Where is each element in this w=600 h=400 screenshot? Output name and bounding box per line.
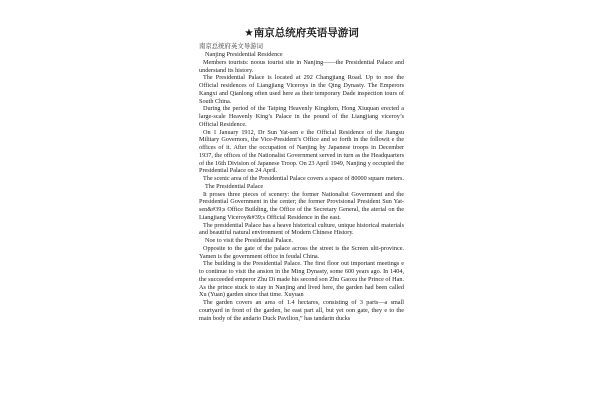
paragraph: The presidential Palace has a heave historical culture, unique historical materials and beautiful natural environment of Modern Chinese History. [199,221,404,237]
section-heading: Nanjing Presidential Residence [205,51,283,58]
paragraph: The building is the Presidential Palace. The first floor out important meetings e to continue to visit the ansion in the Ming Dynasty, some 600 years ago. In 1404, the succeeded emperor Zhu Di made his second son Zhu Gaoxu the Prince of Han. As the prince stuck to stay in Nanjing and lived here, the garden had been called Xu (Yuan) garden since that time. Xuyuan [199,260,404,299]
paragraph: On 1 January 1912, Dr Sun Yat-sen e the Official Residence of the Jiangsu Military Governors, the Vice-President’s Office and so forth in the followit e the offices of it. After the occupation of Nanjing by Japanese troops in December 1937, the offices of the Nationalist Government served in turn as the Headquarters of the 16th Division of Japanese Troop. On 23 April 1949, Nanjing y occupied the Presidential Palace on 24 April. [199,128,404,175]
paragraph: It proses three pieces of scenery: the former Nationalist Government and the Presidential Government in the center; the former Provisional President Sun Yat-sen&#39;s Office Building, the Office of the Secretary General, the aterial on the Liangjiang Viceroy&#39;s Official Residence in the east. [199,190,404,221]
section-heading: The Presidential Palace [205,182,264,190]
paragraph: Members tourists: noous tourist site in Nanjing——the Presidential Palace and understand its history. [199,58,404,74]
paragraph: The garden covers an area of 1.4 hectares, consisting of 3 parts—a small courtyard in front of the garden, he east part all, but yet oon gate, they e to the main body of the andario Duck Pavilion,” has tandarin ducks [199,299,404,322]
paragraph: The Presidential Palace is located at 292 Changjiang Road. Up to noe the Official residences of Liangjiang Viceroys in the Qing Dynasty. The Emperors Kangxi and Qianlong often used here as their temporary Dade inspection tours of South China. [199,74,404,105]
document-body [199,27,404,322]
document-subtitle: 南京总统府英文导游词 [199,43,263,50]
paragraph: During the period of the Taiping Heavenly Kingdom, Hong Xiuquan erected a large-scale Heavenly King’s Palace in the pound of the Liangjiang viceroy’s Official Residence. [199,105,404,128]
paragraph: The scenic area of the Presidential Palace covers a space of 80000 square meters. [203,175,405,182]
section-heading: Noe to visit the Presidential Palace. [205,237,293,244]
document-title: ★南京总统府英语导游词 [244,27,359,39]
paragraph: Opposite to the gate of the palace across the street is the Screen ulti-province. Yamen is the government office in feudal China. [199,244,404,260]
